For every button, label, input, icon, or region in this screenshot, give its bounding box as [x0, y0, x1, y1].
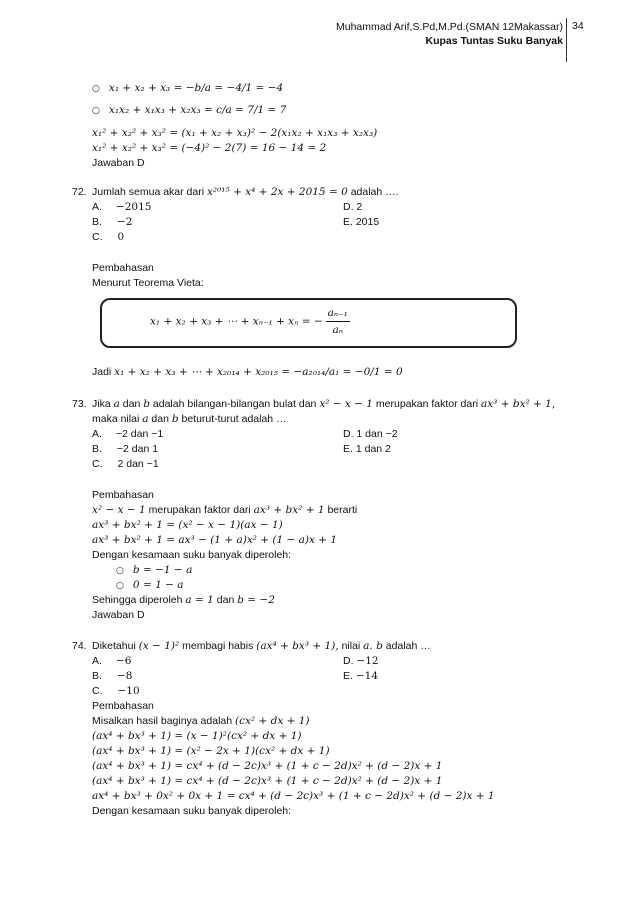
q72-number: 72.: [72, 186, 87, 198]
q72-question: Jumlah semua akar dari x²⁰¹⁵ + x⁴ + 2x + 2015 = 0 adalah ….: [92, 186, 399, 198]
q73-question-line2: maka nilai a dan b beturut-turut adalah …: [92, 413, 287, 425]
intro-line-4: x₁² + x₂² + x₃² = (−4)² − 2(7) = 16 − 14 = 2: [92, 142, 327, 154]
q74-eq-2: (ax⁴ + bx³ + 1) = (x² − 2x + 1)(cx² + dx + 1): [92, 745, 330, 757]
q74-option-b: B. −8: [92, 670, 133, 682]
q72-option-a: A. −2015: [92, 201, 152, 213]
q73-bullet-1: ○ b = −1 − a: [116, 564, 193, 576]
q74-question: Diketahui (x − 1)² membagi habis (ax⁴ + bx³ + 1), nilai a. b adalah …: [92, 640, 431, 652]
q72-option-e: E. 2015: [343, 216, 380, 228]
q74-option-e: E. −14: [343, 670, 379, 682]
q74-eq-1: (ax⁴ + bx³ + 1) = (x − 1)²(cx² + dx + 1): [92, 730, 302, 742]
header-subtitle: Kupas Tuntas Suku Banyak: [425, 35, 563, 47]
q73-step-4: Dengan kesamaan suku banyak diperoleh:: [92, 549, 292, 561]
q74-pembahasan: Pembahasan: [92, 700, 154, 712]
q74-eq-5: ax⁴ + bx³ + 0x² + 0x + 1 = cx⁴ + (d − 2c)x³ + (1 + c − 2d)x² + (d − 2)x + 1: [92, 790, 495, 802]
q73-pembahasan: Pembahasan: [92, 489, 154, 501]
q74-option-c: C. −10: [92, 685, 140, 697]
q72-option-d: D. 2: [343, 201, 363, 213]
intro-line-3: x₁² + x₂² + x₃² = (x₁ + x₂ + x₃)² − 2(x₁x₂ + x₁x₃ + x₂x₃): [92, 127, 378, 139]
q73-bullet-2: ○ 0 = 1 − a: [116, 579, 184, 591]
intro-answer: Jawaban D: [92, 157, 145, 169]
intro-line-2: ○ x₁x₂ + x₁x₃ + x₂x₃ = c/a = 7/1 = 7: [92, 104, 287, 116]
q73-number: 73.: [72, 398, 87, 410]
q73-result: Sehingga diperoleh a = 1 dan b = −2: [92, 594, 275, 606]
page-number: 34: [572, 20, 584, 32]
q72-pembahasan: Pembahasan: [92, 262, 154, 274]
q73-option-d: D. 1 dan −2: [343, 428, 398, 440]
q72-option-b: B. −2: [92, 216, 133, 228]
header-author: Muhammad Arif,S.Pd,M.Pd.(SMAN 12Makassar): [336, 21, 563, 33]
q74-misal: Misalkan hasil baginya adalah (cx² + dx + 1): [92, 715, 310, 727]
bullet-icon: ○: [116, 566, 124, 576]
q73-step-1: x² − x − 1 merupakan faktor dari ax³ + bx² + 1 berarti: [92, 504, 358, 516]
q73-step-3: ax³ + bx² + 1 = ax³ − (1 + a)x² + (1 − a)x + 1: [92, 534, 338, 546]
q74-eq-4: (ax⁴ + bx³ + 1) = cx⁴ + (d − 2c)x³ + (1 + c − 2d)x² + (d − 2)x + 1: [92, 775, 443, 787]
q74-number: 74.: [72, 640, 87, 652]
intro-line-1: ○ x₁ + x₂ + x₃ = −b/a = −4/1 = −4: [92, 82, 284, 94]
q72-vieta: Menurut Teorema Vieta:: [92, 277, 204, 289]
q72-option-c: C. 0: [92, 231, 125, 243]
q72-conclusion: Jadi x₁ + x₂ + x₃ + ⋯ + x₂₀₁₄ + x₂₀₁₅ = −a₂₀₁₄/a₁ = −0/1 = 0: [92, 366, 403, 378]
vieta-fraction: $\frac{\text{aₙ₋₁}}{\text{aₙ}}$: [327, 307, 348, 336]
header-divider: [566, 18, 567, 62]
bullet-icon: ○: [116, 581, 124, 591]
q73-option-c: C. 2 dan −1: [92, 458, 159, 470]
vieta-formula: x₁ + x₂ + x₃ + ⋯ + xₙ₋₁ + xₙ = − $\frac{\text{aₙ₋₁}}{\text{aₙ}}$: [150, 307, 348, 336]
q73-option-a: A. −2 dan −1: [92, 428, 164, 440]
q73-option-b: B. −2 dan 1: [92, 443, 159, 455]
q74-option-a: A. −6: [92, 655, 132, 667]
q74-eq-3: (ax⁴ + bx³ + 1) = cx⁴ + (d − 2c)x³ + (1 + c − 2d)x² + (d − 2)x + 1: [92, 760, 443, 772]
page-header: [336, 20, 563, 48]
q73-answer: Jawaban D: [92, 609, 145, 621]
q73-step-2: ax³ + bx² + 1 = (x² − x − 1)(ax − 1): [92, 519, 283, 531]
q73-question-line1: Jika a dan b adalah bilangan-bilangan bulat dan x² − x − 1 merupakan faktor dari ax³ + bx² + 1,: [92, 398, 556, 410]
q74-option-d: D. −12: [343, 655, 379, 667]
q74-closing: Dengan kesamaan suku banyak diperoleh:: [92, 805, 292, 817]
q73-option-e: E. 1 dan 2: [343, 443, 391, 455]
bullet-icon: ○: [92, 84, 100, 94]
bullet-icon: ○: [92, 106, 100, 116]
